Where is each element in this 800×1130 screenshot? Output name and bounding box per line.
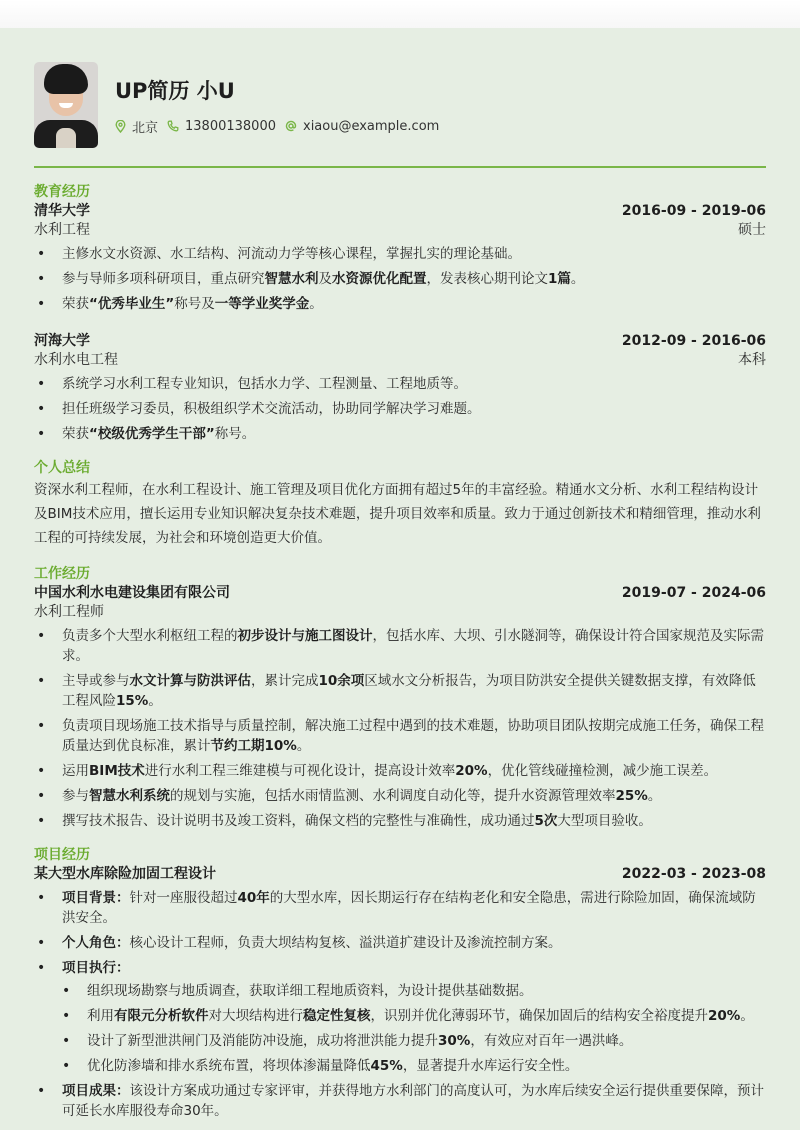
bullet-list bbox=[34, 626, 766, 831]
major: 水利水电工程 bbox=[34, 352, 118, 368]
date-range: 2022-03 - 2023-08 bbox=[621, 866, 766, 882]
resume-header bbox=[34, 28, 766, 148]
location-text: 北京 bbox=[132, 120, 159, 136]
list-item: • 运用BIM技术进行水利工程三维建模与可视化设计，提高设计效率20%，优化管线碰撞检测，减少施工误差。 bbox=[62, 761, 766, 781]
section-title-projects: 项目经历 bbox=[34, 847, 90, 863]
summary-text: 资深水利工程师，在水利工程设计、施工管理及项目优化方面拥有超过5年的丰富经验。精通水文分析、水利工程结构设计及BIM技术应用，擅长运用专业知识解决复杂技术难题，提升项目效率和质量。致力于通过创新技术和精细管理，推动水利工程的可持续发展，为社会和环境创造更大价值。 bbox=[34, 482, 761, 546]
education-entry bbox=[34, 331, 766, 444]
date-range: 2019-07 - 2024-06 bbox=[621, 585, 766, 601]
company-name: 中国水利水电建设集团有限公司 bbox=[34, 585, 230, 601]
list-item: • 参与导师多项科研项目，重点研究智慧水利及水资源优化配置，发表核心期刊论文1篇。 bbox=[62, 269, 766, 289]
list-item: • 主修水文水资源、水工结构、河流动力学等核心课程，掌握扎实的理论基础。 bbox=[62, 244, 766, 264]
email-text[interactable]: xiaou@example.com bbox=[303, 118, 440, 134]
contact-location bbox=[115, 117, 158, 136]
execution-label: 项目执行： bbox=[62, 960, 130, 976]
contact-email bbox=[285, 119, 439, 134]
major: 水利工程 bbox=[34, 222, 90, 238]
top-bar bbox=[0, 0, 800, 28]
list-item: • 荣获“优秀毕业生”称号及一等学业奖学金。 bbox=[62, 294, 766, 314]
list-item: • 撰写技术报告、设计说明书及竣工资料，确保文档的完整性与准确性，成功通过5次大型项目验收。 bbox=[62, 811, 766, 831]
candidate-name: UP简历 小U bbox=[115, 78, 235, 103]
list-item: • 利用有限元分析软件对大坝结构进行稳定性复核，识别并优化薄弱环节，确保加固后的结构安全裕度提升20%。 bbox=[87, 1006, 766, 1026]
project-role: • 个人角色：核心设计工程师，负责大坝结构复核、溢洪道扩建设计及渗流控制方案。 bbox=[62, 933, 766, 953]
resume-page bbox=[0, 28, 800, 1130]
project-entry bbox=[34, 864, 766, 1121]
work-entry bbox=[34, 583, 766, 831]
project-name: 某大型水库除险加固工程设计 bbox=[34, 866, 216, 882]
phone-text[interactable]: 13800138000 bbox=[185, 118, 276, 134]
section-title-education: 教育经历 bbox=[34, 184, 90, 200]
bullet-list bbox=[34, 244, 766, 314]
project-execution bbox=[62, 958, 766, 1076]
job-title: 水利工程师 bbox=[34, 604, 104, 620]
contact-list bbox=[115, 117, 448, 136]
list-item: • 负责项目现场施工技术指导与质量控制，解决施工过程中遇到的技术难题，协助项目团队按期完成施工任务，确保工程质量达到优良标准，累计节约工期10%。 bbox=[62, 716, 766, 756]
contact-phone bbox=[167, 119, 276, 134]
school-name: 清华大学 bbox=[34, 203, 90, 219]
list-item: • 荣获“校级优秀学生干部”称号。 bbox=[62, 424, 766, 444]
section-title-work: 工作经历 bbox=[34, 566, 90, 582]
list-item: • 组织现场勘察与地质调查，获取详细工程地质资料，为设计提供基础数据。 bbox=[87, 981, 766, 1001]
project-result: • 项目成果：该设计方案成功通过专家评审，并获得地方水利部门的高度认可，为水库后续安全运行提供重要保障，预计可延长水库服役寿命30年。 bbox=[62, 1081, 766, 1121]
bullet-list bbox=[34, 374, 766, 444]
section-title-summary: 个人总结 bbox=[34, 460, 90, 476]
project-background: • 项目背景：针对一座服役超过40年的大型水库，因长期运行存在结构老化和安全隐患，需进行除险加固，确保流域防洪安全。 bbox=[62, 888, 766, 928]
list-item: • 参与智慧水利系统的规划与实施，包括水雨情监测、水利调度自动化等，提升水资源管理效率25%。 bbox=[62, 786, 766, 806]
phone-icon bbox=[167, 120, 179, 132]
date-range: 2012-09 - 2016-06 bbox=[621, 333, 766, 349]
list-item: • 设计了新型泄洪闸门及消能防冲设施，成功将泄洪能力提升30%，有效应对百年一遇洪峰。 bbox=[87, 1031, 766, 1051]
degree: 本科 bbox=[738, 352, 766, 368]
bullet-list bbox=[34, 888, 766, 1121]
school-name: 河海大学 bbox=[34, 333, 90, 349]
sub-bullet-list bbox=[62, 981, 766, 1076]
profile-photo bbox=[34, 62, 98, 148]
education-entry bbox=[34, 201, 766, 314]
list-item: • 主导或参与水文计算与防洪评估，累计完成10余项区域水文分析报告，为项目防洪安全提供关键数据支撑，有效降低工程风险15%。 bbox=[62, 671, 766, 711]
map-pin-icon bbox=[115, 120, 126, 133]
header-info bbox=[115, 75, 448, 136]
list-item: • 负责多个大型水利枢纽工程的初步设计与施工图设计，包括水库、大坝、引水隧洞等，确保设计符合国家规范及实际需求。 bbox=[62, 626, 766, 666]
list-item: • 系统学习水利工程专业知识，包括水力学、工程测量、工程地质等。 bbox=[62, 374, 766, 394]
list-item: • 优化防渗墙和排水系统布置，将坝体渗漏量降低45%，显著提升水库运行安全性。 bbox=[87, 1056, 766, 1076]
header-divider bbox=[34, 166, 766, 168]
at-sign-icon bbox=[285, 120, 297, 132]
date-range: 2016-09 - 2019-06 bbox=[621, 203, 766, 219]
degree: 硕士 bbox=[738, 222, 766, 238]
list-item: • 担任班级学习委员，积极组织学术交流活动，协助同学解决学习难题。 bbox=[62, 399, 766, 419]
